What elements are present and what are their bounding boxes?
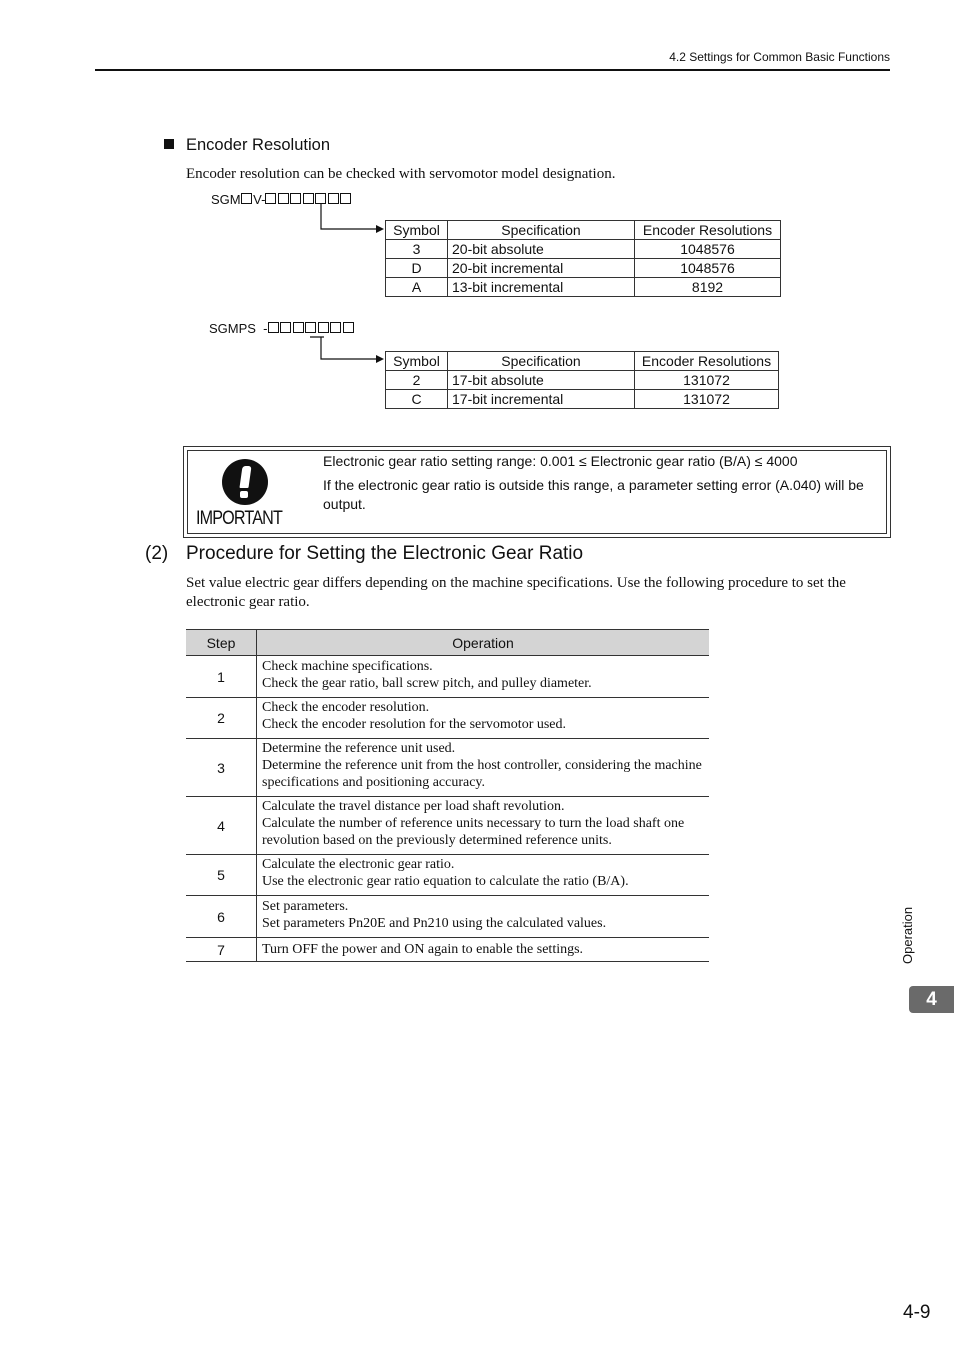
table-row xyxy=(186,896,709,938)
step-detail: Use the electronic gear ratio equation to calculate the ratio (B/A). xyxy=(262,874,629,889)
model1-pointer-arrow-icon xyxy=(318,204,388,236)
table-row xyxy=(186,656,709,698)
step-operation xyxy=(257,896,710,938)
step-number: 2 xyxy=(186,698,257,739)
table-header-row xyxy=(186,630,709,656)
table-row xyxy=(386,371,779,390)
table-header-row xyxy=(386,352,779,371)
table-row xyxy=(386,259,781,278)
symbol-cell: 2 xyxy=(386,371,448,390)
table-row xyxy=(186,739,709,797)
placeholder-box-icon xyxy=(318,322,329,333)
symbol-cell: A xyxy=(386,278,448,297)
table-row xyxy=(386,390,779,409)
model2-pointer-arrow-icon xyxy=(310,334,388,366)
page-number: 4-9 xyxy=(903,1302,931,1323)
placeholder-box-icon xyxy=(303,193,314,204)
col-symbol: Symbol xyxy=(386,352,448,371)
col-symbol: Symbol xyxy=(386,221,448,240)
step-detail: Check the gear ratio, ball screw pitch, and pulley diameter. xyxy=(262,675,592,691)
square-bullet-icon xyxy=(164,139,174,149)
symbol-cell: C xyxy=(386,390,448,409)
important-error-text: If the electronic gear ratio is outside this range, a parameter setting error (A.040) will be output. xyxy=(323,477,864,512)
placeholder-box-icon xyxy=(293,322,304,333)
step-detail: Check the encoder resolution for the servomotor used. xyxy=(262,717,567,732)
encoder-table-2 xyxy=(385,351,779,409)
important-range-text: Electronic gear ratio setting range: 0.001 ≤ Electronic gear ratio (B/A) ≤ 4000 xyxy=(323,453,798,469)
exclamation-icon xyxy=(222,459,268,505)
step-number: 5 xyxy=(186,855,257,896)
placeholder-box-icon xyxy=(278,193,289,204)
encoder-heading xyxy=(164,136,330,155)
spec-cell: 20-bit absolute xyxy=(448,240,635,259)
spec-cell: 20-bit incremental xyxy=(448,259,635,278)
placeholder-box-icon xyxy=(265,193,276,204)
placeholder-box-icon xyxy=(330,322,341,333)
step-title: Determine the reference unit used. xyxy=(262,741,456,756)
step-operation xyxy=(257,797,710,855)
step-number: 7 xyxy=(186,938,257,962)
placeholder-box-icon xyxy=(340,193,351,204)
table-row xyxy=(386,278,781,297)
col-encoder-resolutions: Encoder Resolutions xyxy=(635,221,781,240)
resolution-cell: 131072 xyxy=(635,390,779,409)
placeholder-box-icon xyxy=(328,193,339,204)
step-detail: Calculate the number of reference units necessary to turn the load shaft one revolution based on the previously determined reference units. xyxy=(262,816,685,848)
step-title: Calculate the travel distance per load shaft revolution. xyxy=(262,799,565,814)
resolution-cell: 131072 xyxy=(635,371,779,390)
step-operation xyxy=(257,656,710,698)
table-row xyxy=(386,240,781,259)
section-title: Procedure for Setting the Electronic Gear Ratio xyxy=(186,543,584,564)
step-title: Set parameters. xyxy=(262,898,349,914)
step-operation xyxy=(257,739,710,797)
col-specification: Specification xyxy=(448,221,635,240)
header-rule xyxy=(95,69,890,71)
placeholder-box-icon xyxy=(290,193,301,204)
procedure-table xyxy=(186,629,709,962)
table-row xyxy=(186,938,709,962)
symbol-cell: D xyxy=(386,259,448,278)
placeholder-box-icon xyxy=(241,193,252,204)
step-number: 6 xyxy=(186,896,257,938)
section-2-intro: Set value electric gear differs depending on the machine specifications. Use the following procedure to set the electronic gear ratio. xyxy=(186,575,846,610)
encoder-table-1 xyxy=(385,220,781,297)
running-header: 4.2 Settings for Common Basic Functions xyxy=(669,50,890,64)
step-operation xyxy=(257,698,710,739)
resolution-cell: 1048576 xyxy=(635,259,781,278)
spec-cell: 13-bit incremental xyxy=(448,278,635,297)
step-title: Check the encoder resolution. xyxy=(262,700,430,715)
col-encoder-resolutions: Encoder Resolutions xyxy=(635,352,779,371)
placeholder-box-icon xyxy=(315,193,326,204)
resolution-cell: 1048576 xyxy=(635,240,781,259)
step-number: 1 xyxy=(186,656,257,698)
encoder-heading-text: Encoder Resolution xyxy=(186,136,331,154)
step-title: Turn OFF the power and ON again to enable the settings. xyxy=(262,941,584,957)
important-label: IMPORTANT xyxy=(196,508,282,529)
step-title: Calculate the electronic gear ratio. xyxy=(262,857,455,872)
table-header-row xyxy=(386,221,781,240)
model1-suffix: V- xyxy=(253,192,266,207)
step-detail: Determine the reference unit from the host controller, considering the machine specifications and positioning accuracy. xyxy=(262,758,702,790)
col-operation: Operation xyxy=(257,630,710,656)
symbol-cell: 3 xyxy=(386,240,448,259)
step-number: 4 xyxy=(186,797,257,855)
resolution-cell: 8192 xyxy=(635,278,781,297)
placeholder-box-icon xyxy=(268,322,279,333)
section-number: (2) xyxy=(145,543,169,564)
step-number: 3 xyxy=(186,739,257,797)
spec-cell: 17-bit incremental xyxy=(448,390,635,409)
placeholder-box-icon xyxy=(280,322,291,333)
col-step: Step xyxy=(186,630,257,656)
col-specification: Specification xyxy=(448,352,635,371)
table-row xyxy=(186,855,709,896)
spec-cell: 17-bit absolute xyxy=(448,371,635,390)
table-row xyxy=(186,797,709,855)
step-operation xyxy=(257,855,710,896)
placeholder-box-icon xyxy=(343,322,354,333)
model1-prefix: SGM xyxy=(211,192,241,207)
model2-prefix: SGMPS - xyxy=(209,321,268,336)
step-title: Check machine specifications. xyxy=(262,658,433,674)
chapter-tab: 4 xyxy=(909,986,954,1013)
section-2-heading xyxy=(145,543,583,565)
step-detail: Set parameters Pn20E and Pn210 using the calculated values. xyxy=(262,915,607,931)
table-row xyxy=(186,698,709,739)
chapter-side-label: Operation xyxy=(900,906,915,964)
step-operation xyxy=(257,938,710,962)
placeholder-box-icon xyxy=(305,322,316,333)
encoder-intro: Encoder resolution can be checked with servomotor model designation. xyxy=(186,166,616,182)
